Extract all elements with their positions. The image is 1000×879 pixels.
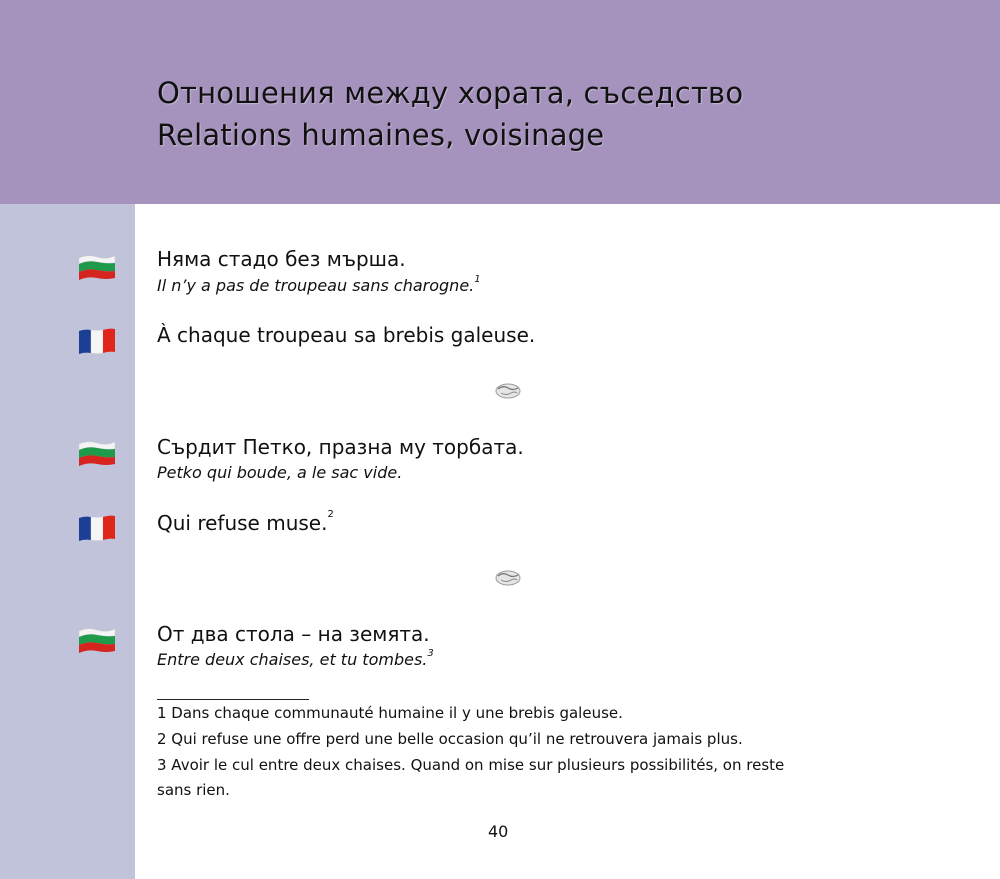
page-title-bulgarian: Отношения между хората, съседство bbox=[157, 76, 744, 110]
footnote-3-continued: sans rien. bbox=[157, 781, 230, 799]
page-title-french: Relations humaines, voisinage bbox=[157, 118, 605, 152]
proverb-french-1: À chaque troupeau sa brebis galeuse. bbox=[157, 323, 536, 347]
proverb-bulgarian-2: Сърдит Петко, празна му торбата. bbox=[157, 435, 524, 459]
bulgarian-flag-icon bbox=[78, 627, 116, 654]
bulgarian-flag-icon bbox=[78, 440, 116, 467]
proverb-french-2: Qui refuse muse.$^2$ bbox=[157, 509, 334, 535]
footnote-divider bbox=[157, 699, 309, 700]
footnote-2: 2 Qui refuse une offre perd une belle occasion qu’il ne retrouvera jamais plus. bbox=[157, 730, 743, 748]
french-flag-icon bbox=[78, 515, 116, 542]
handshake-icon bbox=[493, 566, 523, 588]
translation-french-2: Petko qui boude, a le sac vide. bbox=[157, 463, 403, 482]
bulgarian-flag-icon bbox=[78, 254, 116, 281]
handshake-icon bbox=[493, 379, 523, 401]
footnote-ref-3: 3 bbox=[427, 648, 434, 659]
translation-french-1: Il n’y a pas de troupeau sans charogne.$^1$ bbox=[157, 274, 481, 295]
footnote-3: 3 Avoir le cul entre deux chaises. Quand on mise sur plusieurs possibilités, on reste bbox=[157, 756, 785, 774]
header-band bbox=[0, 0, 1000, 204]
french-flag-icon bbox=[78, 328, 116, 355]
proverb-bulgarian-3: От два стола – на земята. bbox=[157, 622, 430, 646]
footnote-1: 1 Dans chaque communauté humaine il y une brebis galeuse. bbox=[157, 704, 623, 722]
footnote-ref-1: 1 bbox=[474, 274, 481, 285]
translation-french-3: Entre deux chaises, et tu tombes.$^3$ bbox=[157, 648, 434, 669]
proverb-bulgarian-1: Няма стадо без мърша. bbox=[157, 247, 406, 271]
footnote-ref-2: 2 bbox=[327, 509, 334, 520]
page-number: 40 bbox=[488, 822, 509, 841]
